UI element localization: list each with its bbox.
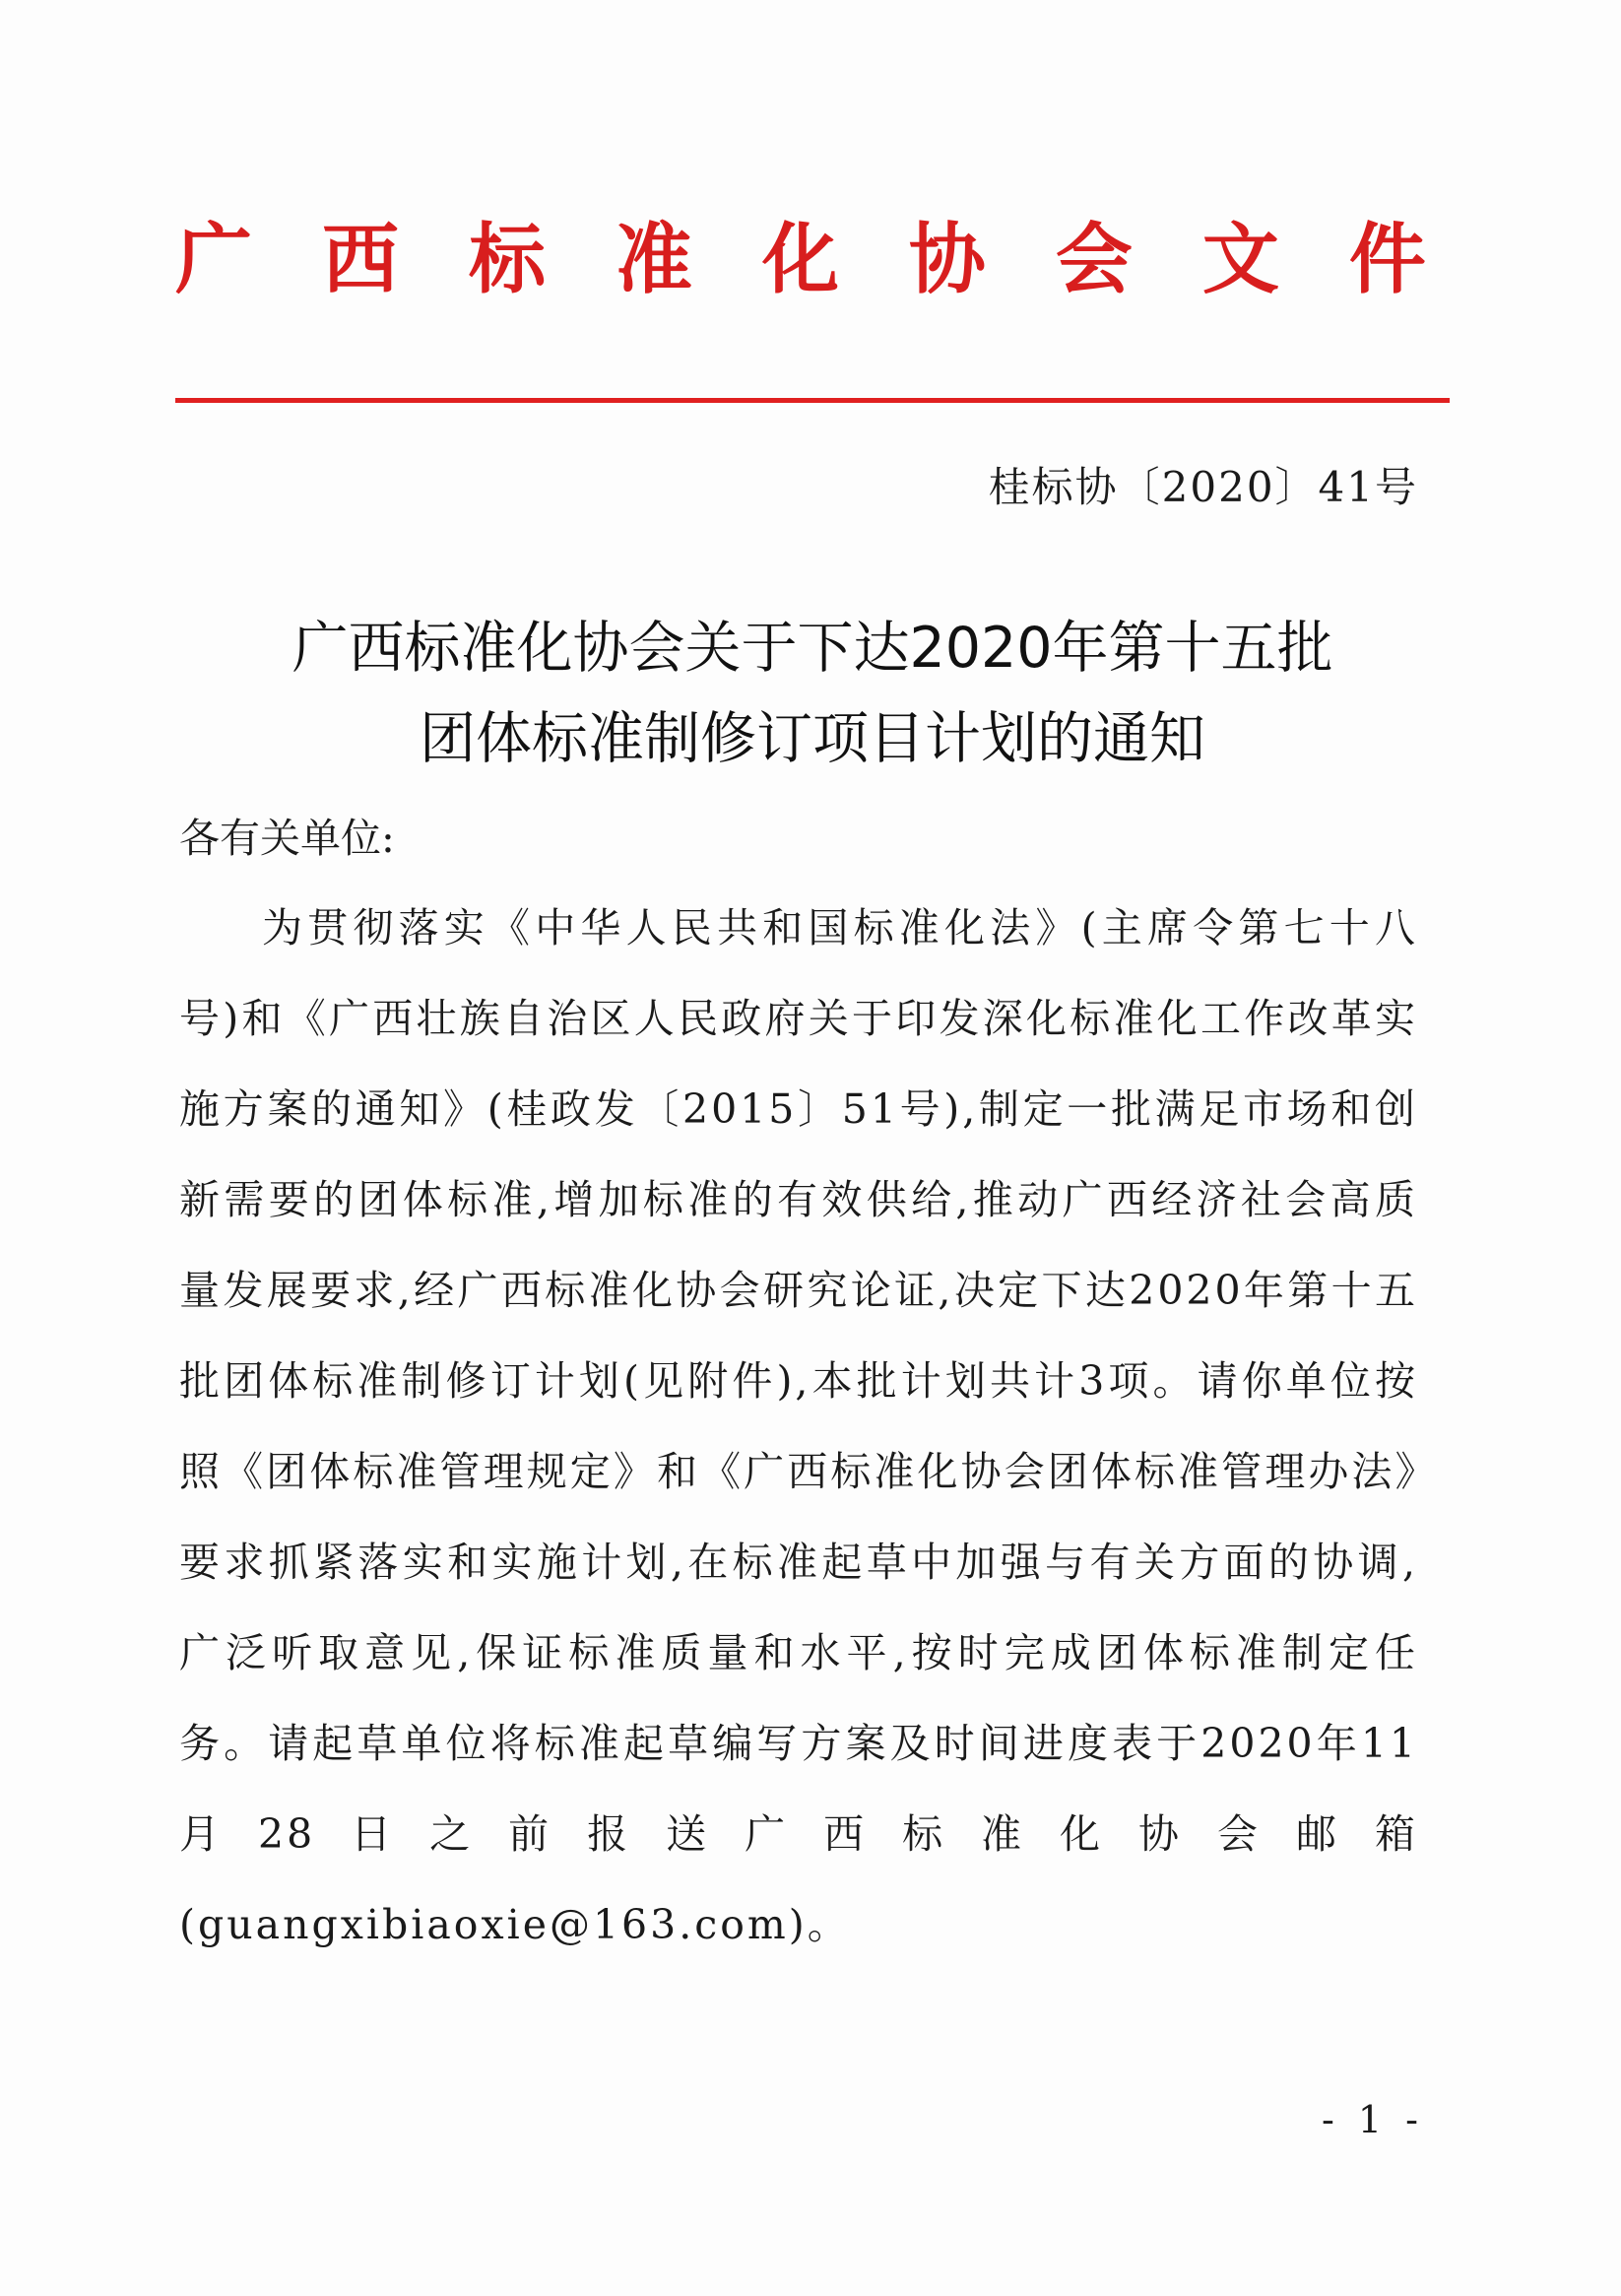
salutation: 各有关单位: — [179, 815, 395, 862]
document-number: 桂标协〔2020〕41号 — [988, 463, 1418, 511]
masthead-char: 广 — [175, 215, 253, 304]
page-number: - 1 - — [1321, 2098, 1424, 2141]
masthead-char: 化 — [761, 215, 839, 304]
masthead-char: 文 — [1201, 215, 1279, 304]
title-line-2: 团体标准制修订项目计划的通知 — [420, 706, 1205, 771]
masthead-char: 会 — [1055, 215, 1133, 304]
masthead-char: 标 — [468, 215, 546, 304]
body-paragraph: 为贯彻落实《中华人民共和国标准化法》(主席令第七十八号)和《广西壮族自治区人民政府关于印发深化标准化工作改革实施方案的通知》(桂政发〔2015〕51号),制定一批满足市场和创新需要的团体标准,增加标准的有效供给,推动广西经济社会高质量发展要求,经广西标准化协会研究论证,决定下达2020年第十五批团体标准制修订计划(见附件),本批计划共计3项。请你单位按照《团体标准管理规定》和《广西标准化协会团体标准管理办法》要求抓紧落实和实施计划,在标准起草中加强与有关方面的协调,广泛听取意见,保证标准质量和水平,按时完成团体标准制定任务。请起草单位将标准起草编写方案及时间进度表于2020年11月28日之前报送广西标准化协会邮箱(guangxibiaoxie@163.com)。 — [179, 904, 1418, 1948]
document-title — [175, 603, 1450, 784]
masthead-divider — [175, 398, 1450, 403]
masthead-char: 西 — [321, 215, 399, 304]
masthead-char: 协 — [908, 215, 986, 304]
masthead-char: 件 — [1348, 215, 1426, 304]
title-line-1: 广西标准化协会关于下达2020年第十五批 — [292, 616, 1333, 681]
masthead-char: 准 — [615, 215, 692, 304]
masthead — [175, 215, 1426, 304]
